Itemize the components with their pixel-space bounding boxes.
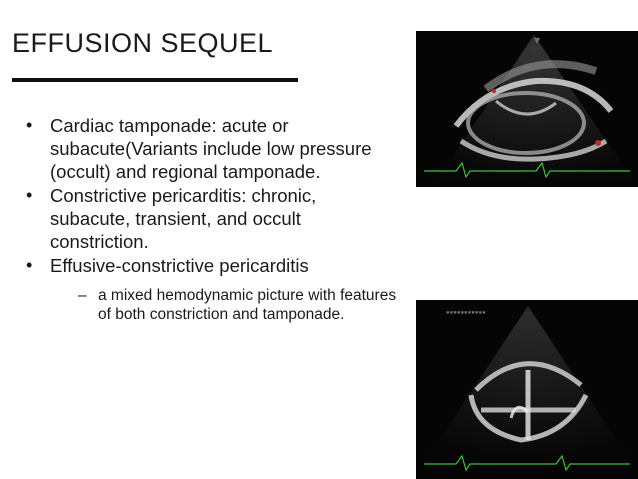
sub-bullet-list bbox=[50, 286, 400, 324]
bullet-item bbox=[20, 114, 400, 183]
slide-title: EFFUSION SEQUEL bbox=[12, 28, 274, 58]
bullet-item bbox=[20, 184, 400, 253]
sub-bullet-text: a mixed hemodynamic picture with features of both constriction and tamponade. bbox=[98, 287, 397, 323]
svg-text:▪▪▪▪▪▪▪▪▪▪▪: ▪▪▪▪▪▪▪▪▪▪▪ bbox=[446, 309, 486, 316]
echocardiogram-image-top bbox=[416, 31, 638, 187]
echocardiogram-icon bbox=[416, 31, 638, 187]
bullet-text: Cardiac tamponade: acute or subacute(Variants include low pressure (occult) and regional tamponade. bbox=[50, 115, 372, 182]
echocardiogram-icon bbox=[416, 300, 638, 479]
svg-text:▼: ▼ bbox=[534, 36, 541, 45]
slide-body bbox=[20, 114, 400, 325]
bullet-icon: • bbox=[26, 255, 33, 275]
bullet-icon: • bbox=[26, 115, 33, 135]
bullet-text: Effusive-constrictive pericarditis bbox=[50, 255, 309, 276]
title-underline bbox=[12, 78, 298, 82]
sub-bullet-item bbox=[50, 286, 400, 324]
bullet-icon: • bbox=[26, 185, 33, 205]
bullet-list bbox=[20, 114, 400, 324]
echocardiogram-image-bottom bbox=[416, 300, 638, 479]
bullet-text: Constrictive pericarditis: chronic, subacute, transient, and occult constriction. bbox=[50, 185, 317, 252]
bullet-item bbox=[20, 254, 400, 324]
dash-icon: – bbox=[78, 287, 87, 304]
